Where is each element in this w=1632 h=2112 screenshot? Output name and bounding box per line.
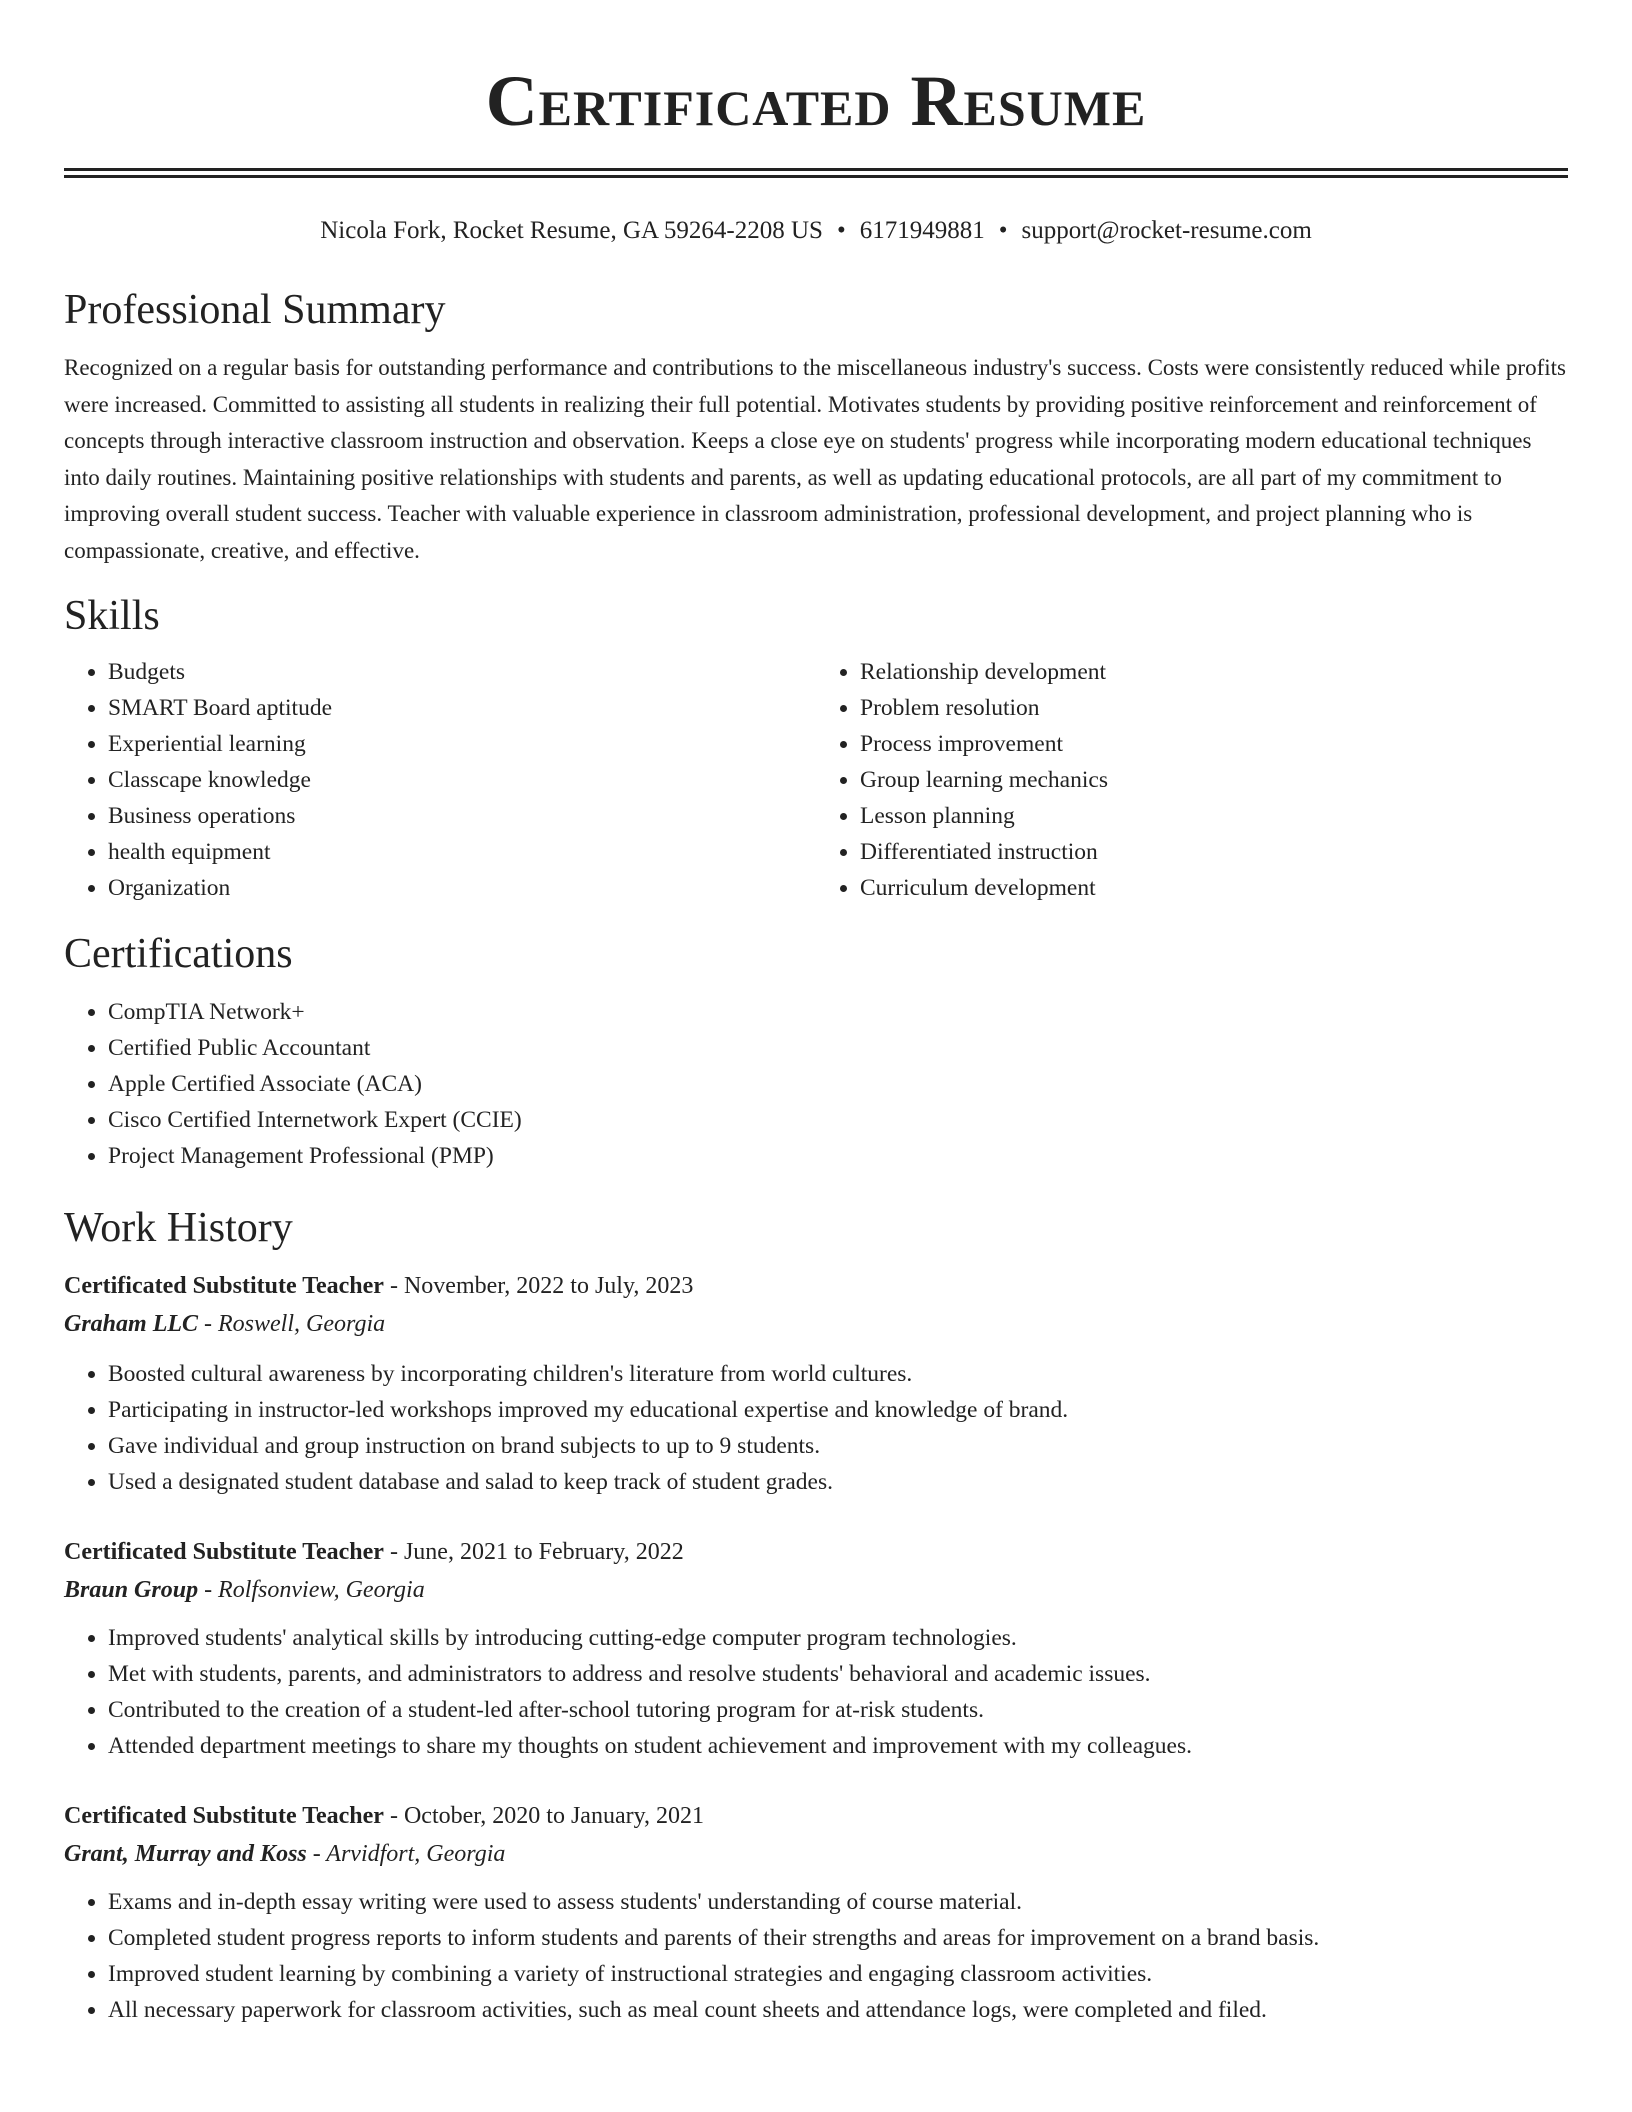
job-location: - Rolfsonview, Georgia (198, 1576, 425, 1603)
skill-item: • Curriculum development (860, 870, 1568, 906)
work-history-heading: Work History (64, 1204, 293, 1251)
skill-item: • Lesson planning (860, 798, 1568, 834)
certification-item: • Certified Public Accountant (108, 1030, 1568, 1066)
job-company-line (64, 1834, 1568, 1874)
job-dates: - June, 2021 to February, 2022 (383, 1538, 684, 1565)
job-company-line (64, 1304, 1568, 1344)
job-title-line (64, 1268, 1568, 1304)
skill-item: • Group learning mechanics (860, 762, 1568, 798)
skill-item: • Organization (108, 870, 816, 906)
job-title-line (64, 1534, 1568, 1570)
skill-item: • SMART Board aptitude (108, 690, 816, 726)
skill-item: • Classcape knowledge (108, 762, 816, 798)
skill-item: • Relationship development (860, 654, 1568, 690)
job-company-line (64, 1570, 1568, 1610)
job-company: Braun Group (64, 1576, 199, 1603)
work-history-section (64, 1202, 1568, 2028)
resume-page (64, 0, 1568, 2028)
contact-phone: 6171949881 (859, 217, 985, 244)
certifications-list (64, 994, 1568, 1174)
skill-item: • Budgets (108, 654, 816, 690)
job-bullet: • Boosted cultural awareness by incorporating children's literature from world cultures. (108, 1356, 1568, 1392)
job-company: Grant, Murray and Koss (64, 1840, 307, 1867)
certification-item: • CompTIA Network+ (108, 994, 1568, 1030)
skill-item: • Process improvement (860, 726, 1568, 762)
contact-separator: • (998, 217, 1008, 244)
job-role: Certificated Substitute Teacher (64, 1802, 384, 1829)
job-company: Graham LLC (64, 1310, 199, 1337)
job-bullet: • Improved students' analytical skills by introducing cutting-edge computer program technologies. (108, 1620, 1568, 1656)
skill-item: • Business operations (108, 798, 816, 834)
certification-item: • Project Management Professional (PMP) (108, 1138, 1568, 1174)
job-bullet: • Completed student progress reports to inform students and parents of their strengths and areas for improvement on a brand basis. (108, 1920, 1568, 1956)
title-double-rule (64, 168, 1568, 178)
certifications-section (64, 928, 1568, 1174)
summary-heading: Professional Summary (64, 287, 446, 333)
contact-address: Nicola Fork, Rocket Resume, GA 59264-2208 US (320, 217, 823, 244)
job-bullets (64, 1620, 1568, 1764)
job-entry (64, 1534, 1568, 1764)
certification-item: • Apple Certified Associate (ACA) (108, 1066, 1568, 1102)
job-location: - Arvidfort, Georgia (306, 1840, 506, 1867)
skills-right-list (816, 654, 1568, 906)
skills-columns (64, 654, 1568, 906)
job-bullet: • Attended department meetings to share my thoughts on student achievement and improvement with my colleagues. (108, 1728, 1568, 1764)
skills-section (64, 590, 1568, 906)
certifications-heading: Certifications (64, 930, 293, 977)
job-entry (64, 1798, 1568, 2028)
job-bullet: • Used a designated student database and salad to keep track of student grades. (108, 1464, 1568, 1500)
job-location: - Roswell, Georgia (198, 1310, 386, 1337)
job-bullet: • Participating in instructor-led workshops improved my educational expertise and knowledge of brand. (108, 1392, 1568, 1428)
job-entry (64, 1268, 1568, 1500)
job-bullet: • Improved student learning by combining a variety of instructional strategies and engaging classroom activities. (108, 1956, 1568, 1992)
job-role: Certificated Substitute Teacher (64, 1272, 384, 1299)
job-role: Certificated Substitute Teacher (64, 1538, 384, 1565)
resume-title: Certificated Resume (485, 61, 1147, 141)
skills-heading: Skills (64, 592, 160, 639)
job-dates: - November, 2022 to July, 2023 (383, 1272, 694, 1299)
job-dates: - October, 2020 to January, 2021 (383, 1802, 705, 1829)
job-bullet: • Contributed to the creation of a student-led after-school tutoring program for at-risk students. (108, 1692, 1568, 1728)
job-title-line (64, 1798, 1568, 1834)
skill-item: • Problem resolution (860, 690, 1568, 726)
job-bullets (64, 1356, 1568, 1500)
skill-item: • health equipment (108, 834, 816, 870)
job-bullets (64, 1884, 1568, 2028)
contact-line (64, 214, 1568, 248)
summary-text: Recognized on a regular basis for outstanding performance and contributions to the miscellaneous industry's success. Costs were consistently reduced while profits were increased. Committed to assisting all students in realizing their full potential. Motivates students by providing positive reinforcement and reinforcement of concepts through interactive classroom instruction and observation. Keeps a close eye on students' progress while incorporating modern educational techniques into daily routines. Maintaining positive relationships with students and parents, as well as updating educational protocols, are all part of my commitment to improving overall student success. Teacher with valuable experience in classroom administration, professional development, and project planning who is compassionate, creative, and effective. (64, 355, 1566, 563)
summary-section (64, 284, 1568, 570)
contact-separator: • (836, 217, 846, 244)
job-bullet: • Gave individual and group instruction on brand subjects to up to 9 students. (108, 1428, 1568, 1464)
job-bullet: • Exams and in-depth essay writing were used to assess students' understanding of course material. (108, 1884, 1568, 1920)
skills-left-list (64, 654, 816, 906)
contact-email: support@rocket-resume.com (1021, 217, 1312, 244)
skill-item: • Experiential learning (108, 726, 816, 762)
certification-item: • Cisco Certified Internetwork Expert (CCIE) (108, 1102, 1568, 1138)
skill-item: • Differentiated instruction (860, 834, 1568, 870)
job-bullet: • All necessary paperwork for classroom activities, such as meal count sheets and attendance logs, were completed and filed. (108, 1992, 1568, 2028)
job-bullet: • Met with students, parents, and administrators to address and resolve students' behavioral and academic issues. (108, 1656, 1568, 1692)
